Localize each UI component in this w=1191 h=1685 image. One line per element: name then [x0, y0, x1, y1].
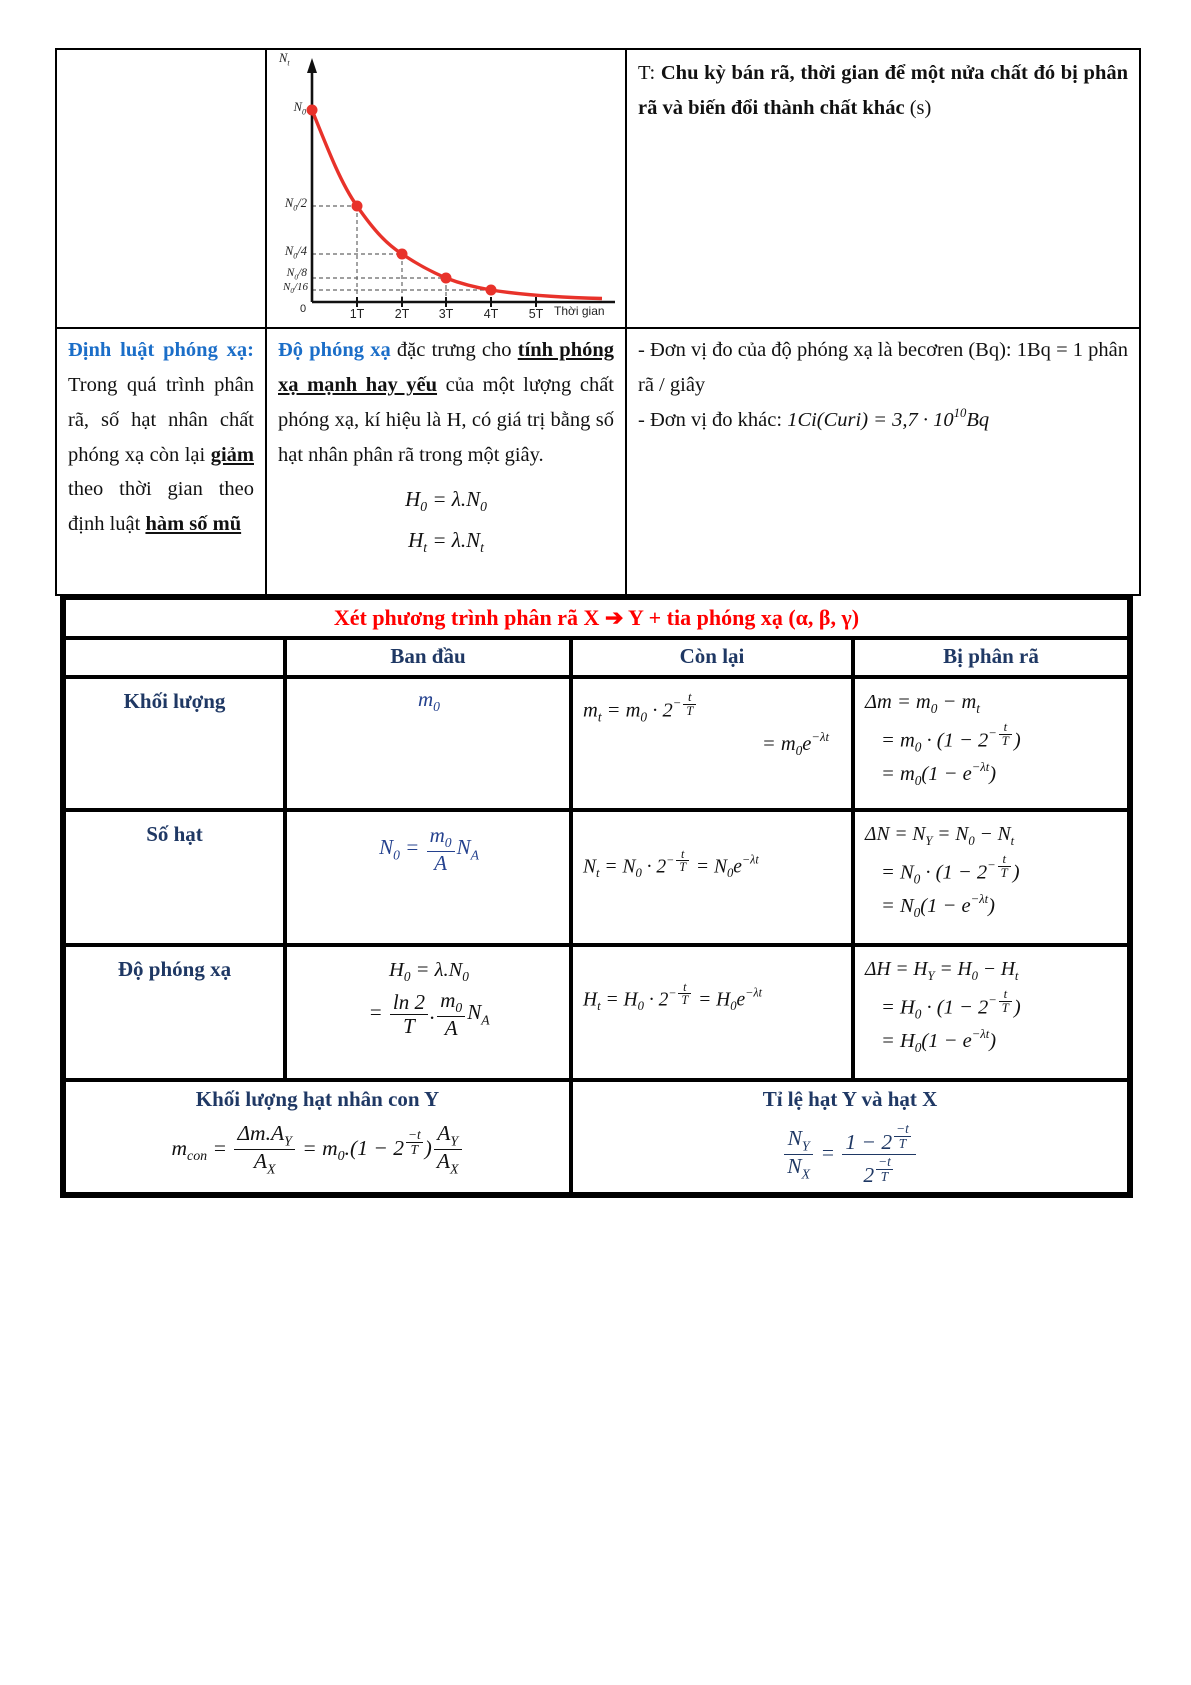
mass-decayed-formula-2: = $m_0 \cdot (1 - 2^{- \frac{t}{T}}$ ) [881, 720, 1021, 755]
ytick-n0: $N_0$ [293, 100, 306, 117]
summary-table [55, 48, 1141, 596]
count-initial-cell [285, 810, 571, 945]
count-initial-formula: $N_0$ = $\frac{m_0}{A}$ $N_A$ [379, 823, 479, 875]
unit-line-2 [638, 403, 1128, 438]
decay-law-lead: Định luật phóng xạ: [68, 339, 254, 361]
data-points [307, 105, 497, 296]
activity-formula-h0: $H_0 = \lambda.N_0$ [405, 487, 487, 515]
decay-law-body-1: Trong quá trình phân rã, số hạt nhân chất phóng xạ còn lại [68, 373, 254, 466]
decay-curve-svg [267, 50, 625, 327]
half-life-note [638, 56, 1128, 126]
origin-label: 0 [300, 303, 307, 315]
decay-equation-table [60, 594, 1133, 1198]
count-decayed-formula-2: = $N_0 \cdot (1 - 2^{- \frac{t}{T}}$ ) [881, 851, 1020, 887]
decay-law-cell [56, 328, 266, 595]
count-decayed-cell [853, 810, 1130, 945]
activity-decayed-formula-2: = $H_0 \cdot (1 - 2^{- \frac{t}{T}}$ ) [881, 986, 1021, 1022]
footer-right-title: Tỉ lệ hạt Y và hạt X [762, 1087, 938, 1111]
header-empty [63, 638, 285, 677]
half-life-pre: T: [638, 62, 661, 84]
mass-remaining-formula-1: $m_t = m_0 \cdot 2^{- \frac{t}{T}}$ [583, 691, 843, 726]
mass-initial-cell [285, 677, 571, 810]
activity-formula-ht: $H_t = \lambda.N_t$ [408, 527, 484, 555]
decay-law-text [68, 333, 254, 542]
activity-decayed-formula-3: = $H_0(1 - e^{-\lambda t})$ [881, 1026, 997, 1055]
row-activity [63, 945, 1130, 1080]
footer-left-title: Khối lượng hạt nhân con Y [195, 1087, 440, 1111]
unit-line-2-formula: 1Ci(Curi) = $3,7 \cdot 10^{10}Bq$ [787, 405, 990, 431]
daughter-mass-cell [63, 1080, 571, 1195]
header-con-lai: Còn lại [571, 638, 853, 677]
ytick-n0-2: $N_0/2$ [284, 196, 307, 213]
half-life-definition: Chu kỳ bán rã, thời gian để một nửa chất đó bị phân rã và biến đổi thành chất khác [638, 62, 1128, 119]
mass-remaining-formula-2: = $m_0e^{-\lambda t}$ [761, 729, 829, 758]
row-mass [63, 677, 1130, 810]
activity-body-2: của một lượng chất phóng xạ, kí hiệu là H, có giá trị bằng số hạt nhân phân rã trong một giây. [278, 373, 614, 466]
empty-cell [56, 49, 266, 328]
mass-decayed-formula-1: $\Delta m = m_0 - m_t$ [865, 691, 980, 717]
half-life-unit: (s) [904, 96, 932, 119]
footer-left-formula: $m_{con}$ = $\frac{\Delta m.A_Y}{A_X}$ = $m_0.(1 - 2$ $^{\frac{-t}{T}}$ ) $\frac{A_Y}{A_X}$ [67, 1122, 568, 1178]
decay-law-body-2: theo thời gian theo định luật [68, 478, 254, 536]
half-life-cell [626, 49, 1140, 328]
row-label-so-hat: Số hạt [63, 810, 285, 945]
activity-lead: Độ phóng xạ [278, 339, 391, 361]
activity-body-1: đặc trưng cho [390, 339, 518, 361]
ytick-n0-16: $N_0/16$ [283, 281, 308, 296]
count-remaining-cell [571, 810, 853, 945]
count-decayed-formula-1: $\Delta N = N_Y = N_0 - N_t$ [865, 824, 1015, 848]
header-bi-phan-ra: Bị phân rã [853, 638, 1130, 677]
activity-initial-formula-2: = $\frac{\ln 2}{T}$ . $\frac{m_0}{A}$ $N_A$ [368, 988, 490, 1041]
mass-initial-formula: $m_0$ [418, 687, 440, 715]
ratio-cell [571, 1080, 1130, 1195]
ytick-n0-8: $N_0/8$ [286, 267, 307, 282]
row-nuclei-count [63, 810, 1130, 945]
decay-curve-graph [267, 50, 625, 327]
activity-initial-cell [285, 945, 571, 1080]
decay-law-underline-1: giảm [210, 443, 254, 466]
row-label-do-phong-xa: Độ phóng xạ [63, 945, 285, 1080]
row-footer [63, 1080, 1130, 1195]
mass-decayed-cell [853, 677, 1130, 810]
xtick-4t: 4T [483, 307, 499, 321]
mass-decayed-formula-3: = $m_0(1 - e^{-\lambda t})$ [881, 759, 997, 788]
mass-remaining-cell [571, 677, 853, 810]
xtick-1t: 1T [349, 307, 365, 321]
footer-right-formula: $\frac{N_Y}{N_X}$ = 1 − 2 $^{\frac{-t}{T}}$ 2 $^{\frac{-t}{T}}$ [574, 1122, 1126, 1187]
activity-decayed-formula-1: $\Delta H = H_Y = H_0 - H_t$ [865, 959, 1019, 983]
graph-cell [266, 49, 626, 328]
decay-table-title: Xét phương trình phân rã X ➔ Y + tia phóng xạ (α, β, γ) [63, 597, 1130, 638]
xtick-3t: 3T [438, 307, 454, 321]
graph-axes [312, 68, 615, 302]
y-axis-arrow [307, 58, 317, 73]
xtick-2t: 2T [394, 307, 410, 321]
ytick-n0-4: $N_0/4$ [284, 244, 307, 261]
activity-underline: tính phóng xạ mạnh hay yếu [278, 339, 614, 396]
activity-initial-formula-1: $H_0 = \lambda.N_0$ [389, 959, 469, 985]
count-remaining-formula: $N_t = N_0 \cdot 2^{- \frac{t}{T}}$ = $N_0e^{-\lambda t}$ [583, 847, 759, 881]
xtick-5t: 5T [528, 307, 544, 321]
row-label-khoi-luong: Khối lượng [63, 677, 285, 810]
activity-def-text [278, 333, 614, 472]
count-decayed-formula-3: = $N_0(1 - e^{-\lambda t})$ [881, 891, 995, 920]
unit-line-2-text: - Đơn vị đo khác: [638, 408, 788, 431]
activity-remaining-formula: $H_t = H_0 \cdot 2^{- \frac{t}{T}}$ = $H_0e^{-\lambda t}$ [583, 980, 762, 1014]
activity-cell [266, 328, 626, 595]
unit-line-1: - Đơn vị đo của độ phóng xạ là becơren (Bq): 1Bq = 1 phân rã / giây [638, 339, 1128, 396]
units-cell [626, 328, 1140, 595]
activity-decayed-cell [853, 945, 1130, 1080]
x-axis-label: Thời gian [554, 304, 605, 318]
header-ban-dau: Ban đầu [285, 638, 571, 677]
activity-remaining-cell [571, 945, 853, 1080]
y-axis-label: $N_t$ [279, 51, 290, 68]
decay-law-underline-2: hàm số mũ [145, 513, 242, 536]
